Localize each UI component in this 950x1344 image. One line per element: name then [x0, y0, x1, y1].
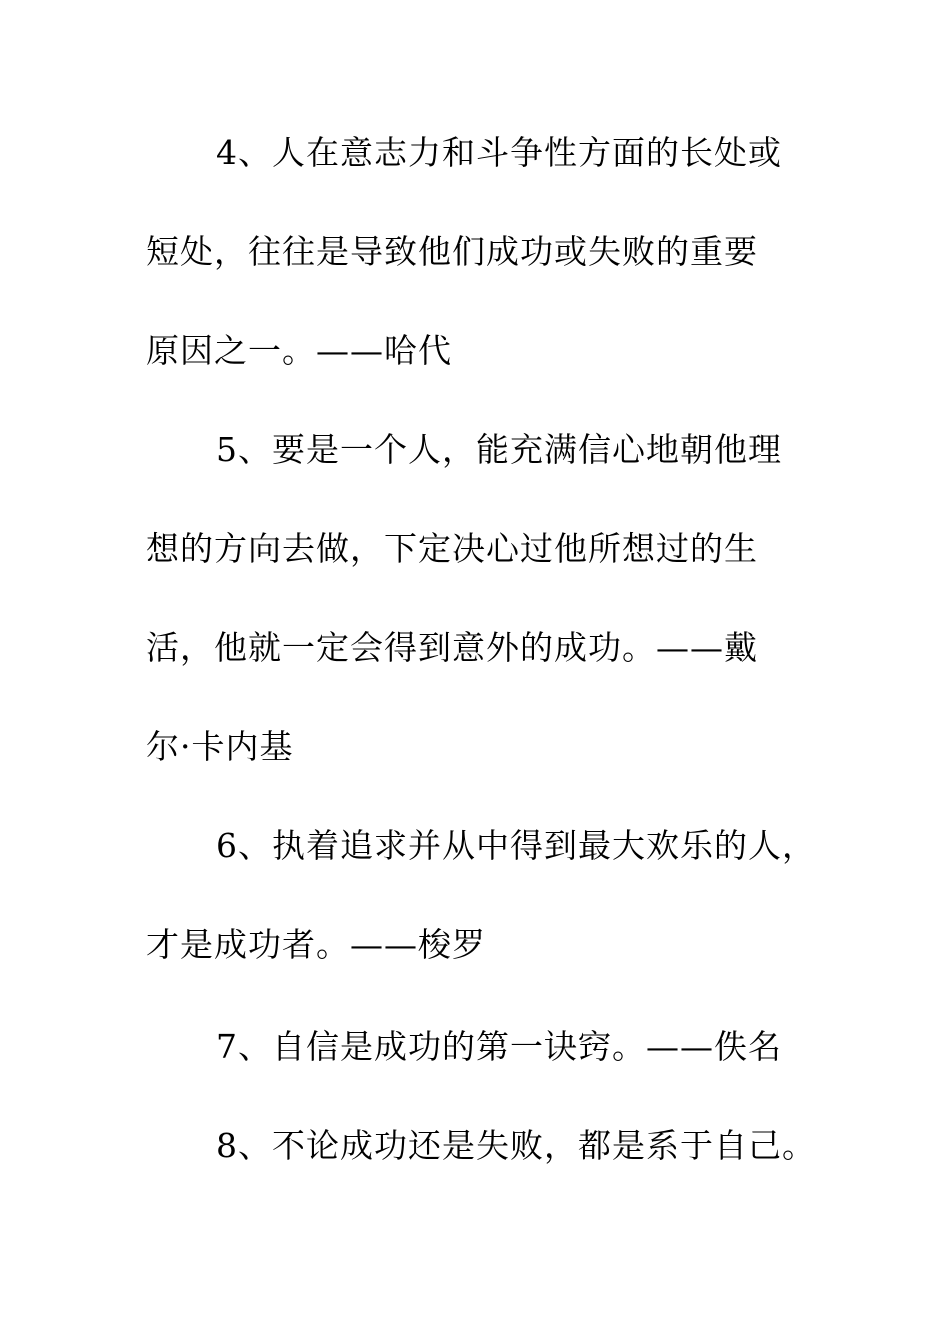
quote-4-line-2: 短处，往往是导致他们成功或失败的重要 [146, 232, 758, 271]
quote-5-line-4: 尔·卡内基 [146, 727, 294, 766]
quote-5-line-2: 想的方向去做，下定决心过他所想过的生 [146, 529, 758, 568]
quote-5-line-1: 5、要是一个人，能充满信心地朝他理 [216, 430, 782, 469]
quote-4-line-3: 原因之一。——哈代 [146, 331, 452, 370]
quote-6-line-1: 6、执着追求并从中得到最大欢乐的人， [216, 826, 816, 865]
quote-5-line-3: 活，他就一定会得到意外的成功。——戴 [146, 628, 758, 667]
quote-8-line-1: 8、不论成功还是失败，都是系于自己。 [216, 1126, 816, 1165]
quote-7-line-1: 7、自信是成功的第一诀窍。——佚名 [216, 1027, 782, 1066]
quote-6-line-2: 才是成功者。——梭罗 [146, 925, 486, 964]
quote-4-line-1: 4、人在意志力和斗争性方面的长处或 [216, 133, 782, 172]
